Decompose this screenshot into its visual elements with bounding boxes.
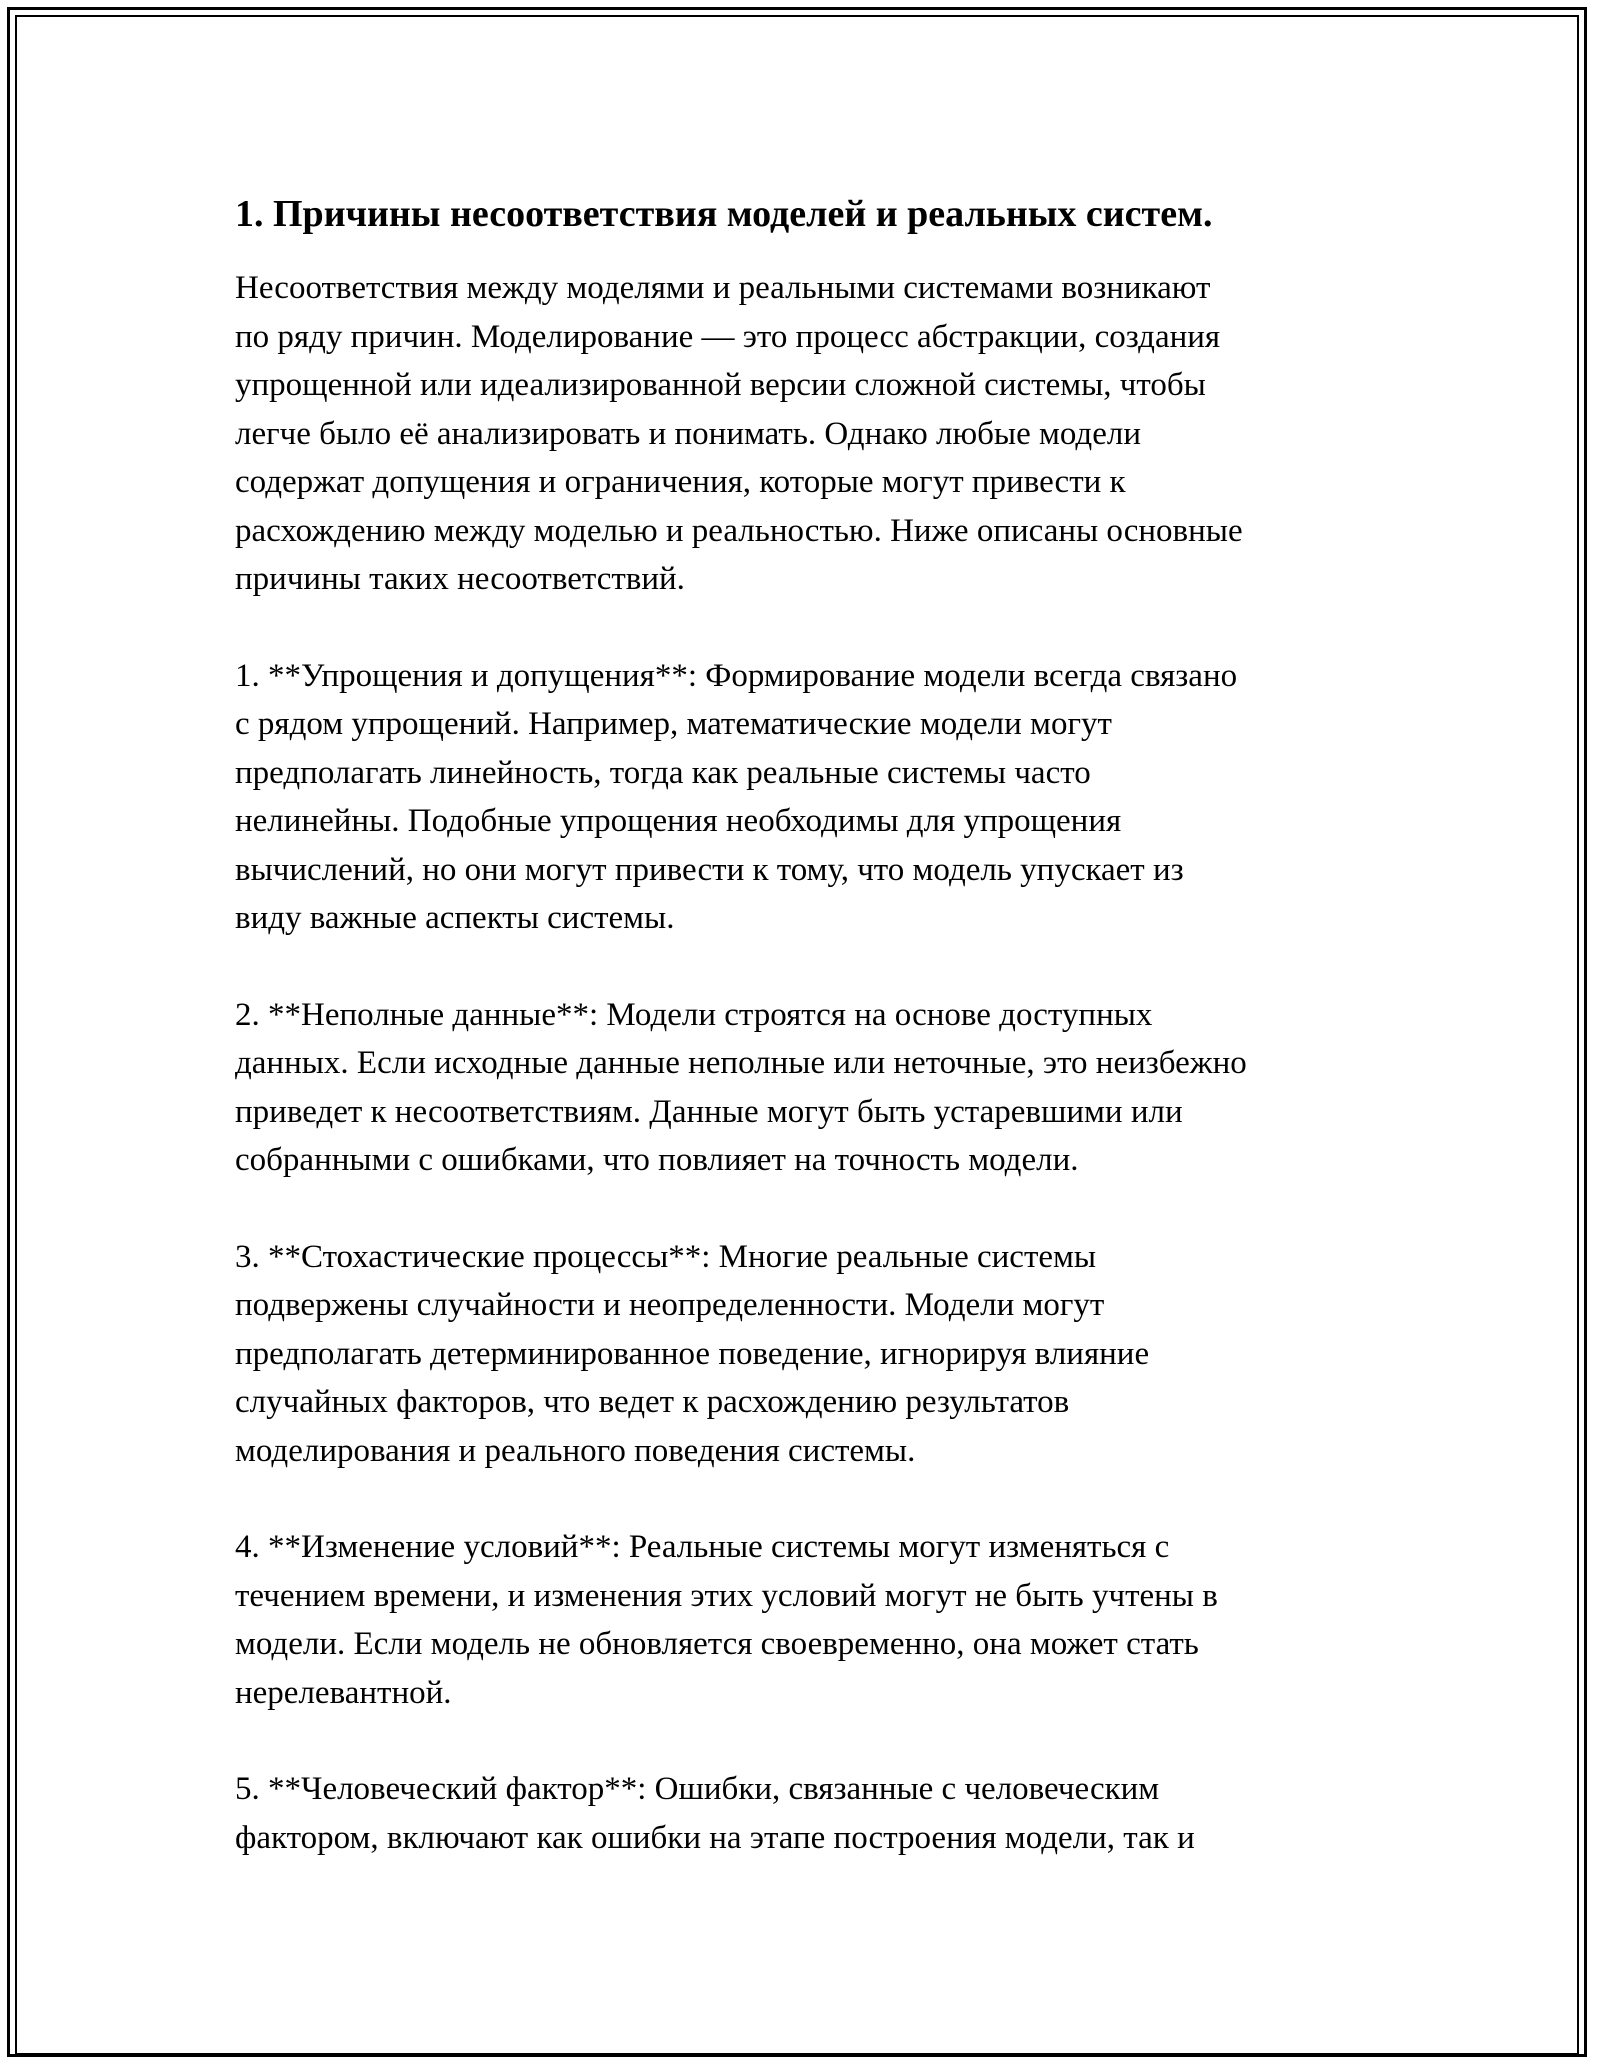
- text-line: вычислений, но они могут привести к тому, что модель упускает из: [235, 851, 1184, 888]
- text-line: собранными с ошибками, что повлияет на точность модели.: [235, 1142, 1079, 1178]
- text-line: нелинейны. Подобные упрощения необходимы для упрощения: [235, 803, 1122, 839]
- text-line: содержат допущения и ограничения, которые могут привести к: [235, 464, 1126, 500]
- section-heading: 1. Причины несоответствия моделей и реальных систем.: [235, 193, 1213, 235]
- text-line: нерелевантной.: [235, 1674, 452, 1711]
- document-body: [235, 190, 1370, 1910]
- text-line: причины таких несоответствий.: [235, 561, 685, 597]
- text-line: легче было её анализировать и понимать. Однако любые модели: [235, 415, 1141, 452]
- text-line: 1. **Упрощения и допущения**: Формирование модели всегда связано: [235, 657, 1238, 694]
- text-line: предполагать детерминированное поведение, игнорируя влияние: [235, 1335, 1150, 1372]
- text-line: случайных факторов, что ведет к расхождению результатов: [235, 1384, 1070, 1420]
- paragraph-item-1: [235, 652, 1370, 943]
- paragraph-item-2: [235, 991, 1370, 1185]
- paragraph-intro: [235, 264, 1370, 604]
- text-line: 5. **Человеческий фактор**: Ошибки, связанные с человеческим: [235, 1771, 1160, 1807]
- text-line: 4. **Изменение условий**: Реальные системы могут изменяться с: [235, 1529, 1170, 1565]
- text-line: 3. **Стохастические процессы**: Многие реальные системы: [235, 1238, 1097, 1275]
- text-line: фактором, включают как ошибки на этапе построения модели, так и: [235, 1819, 1195, 1856]
- text-line: течением времени, и изменения этих условий могут не быть учтены в: [235, 1577, 1218, 1614]
- text-line: предполагать линейность, тогда как реальные системы часто: [235, 754, 1091, 791]
- text-line: приведет к несоответствиям. Данные могут быть устаревшими или: [235, 1093, 1183, 1130]
- text-line: модели. Если модель не обновляется своевременно, она может стать: [235, 1626, 1199, 1662]
- text-line: с рядом упрощений. Например, математические модели могут: [235, 706, 1112, 742]
- text-line: упрощенной или идеализированной версии сложной системы, чтобы: [235, 367, 1206, 403]
- text-line: Несоответствия между моделями и реальными системами возникают: [235, 270, 1211, 306]
- text-line: моделирования и реального поведения системы.: [235, 1432, 916, 1469]
- text-line: виду важные аспекты системы.: [235, 900, 675, 936]
- paragraph-item-4: [235, 1523, 1370, 1717]
- text-line: данных. Если исходные данные неполные или неточные, это неизбежно: [235, 1045, 1247, 1081]
- text-line: подвержены случайности и неопределенности. Модели могут: [235, 1287, 1105, 1323]
- text-line: 2. **Неполные данные**: Модели строятся на основе доступных: [235, 996, 1153, 1033]
- paragraph-item-3: [235, 1233, 1370, 1476]
- text-line: расхождению между моделью и реальностью. Ниже описаны основные: [235, 512, 1243, 549]
- text-line: по ряду причин. Моделирование — это процесс абстракции, создания: [235, 318, 1221, 355]
- paragraph-item-5: [235, 1765, 1370, 1862]
